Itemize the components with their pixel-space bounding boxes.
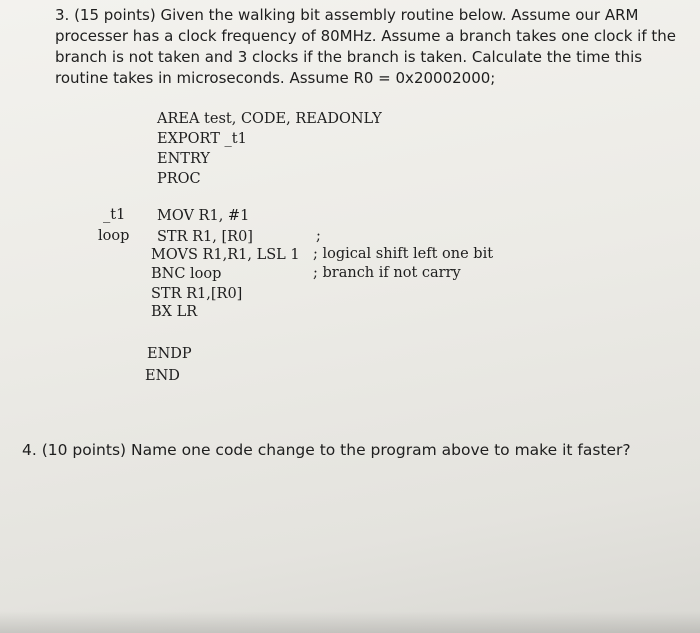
- code-entry-directive: ENTRY: [157, 151, 210, 167]
- question-4: 4. (10 points) Name one code change to the program above to make it faster?: [22, 441, 631, 459]
- label-loop: loop: [98, 228, 130, 244]
- question-3-line-3: branch is not taken and 3 clocks if the branch is taken. Calculate the time this: [55, 48, 643, 66]
- comment-empty: ;: [316, 228, 321, 244]
- code-proc-directive: PROC: [157, 171, 201, 187]
- code-end-directive: END: [145, 368, 180, 384]
- code-export-directive: EXPORT _t1: [157, 131, 247, 147]
- page-shadow: [0, 611, 700, 633]
- instruction-str: STR R1, [R0]: [157, 229, 253, 245]
- comment-shift: ; logical shift left one bit: [313, 246, 494, 262]
- instruction-str-final: STR R1,[R0]: [151, 286, 243, 302]
- instruction-movs: MOVS R1,R1, LSL 1: [151, 247, 300, 263]
- instruction-bnc: BNC loop: [151, 266, 222, 282]
- instruction-bx: BX LR: [151, 304, 198, 320]
- comment-branch: ; branch if not carry: [313, 265, 461, 281]
- label-t1: _t1: [103, 207, 126, 223]
- question-3-line-1: 3. (15 points) Given the walking bit assembly routine below. Assume our ARM: [55, 6, 639, 24]
- question-3-line-4: routine takes in microseconds. Assume R0 = 0x20002000;: [55, 69, 496, 87]
- code-area-directive: AREA test, CODE, READONLY: [157, 111, 382, 127]
- code-endp-directive: ENDP: [147, 346, 192, 362]
- question-3-line-2: processer has a clock frequency of 80MHz. Assume a branch takes one clock if the: [55, 27, 677, 45]
- instruction-mov: MOV R1, #1: [157, 208, 250, 224]
